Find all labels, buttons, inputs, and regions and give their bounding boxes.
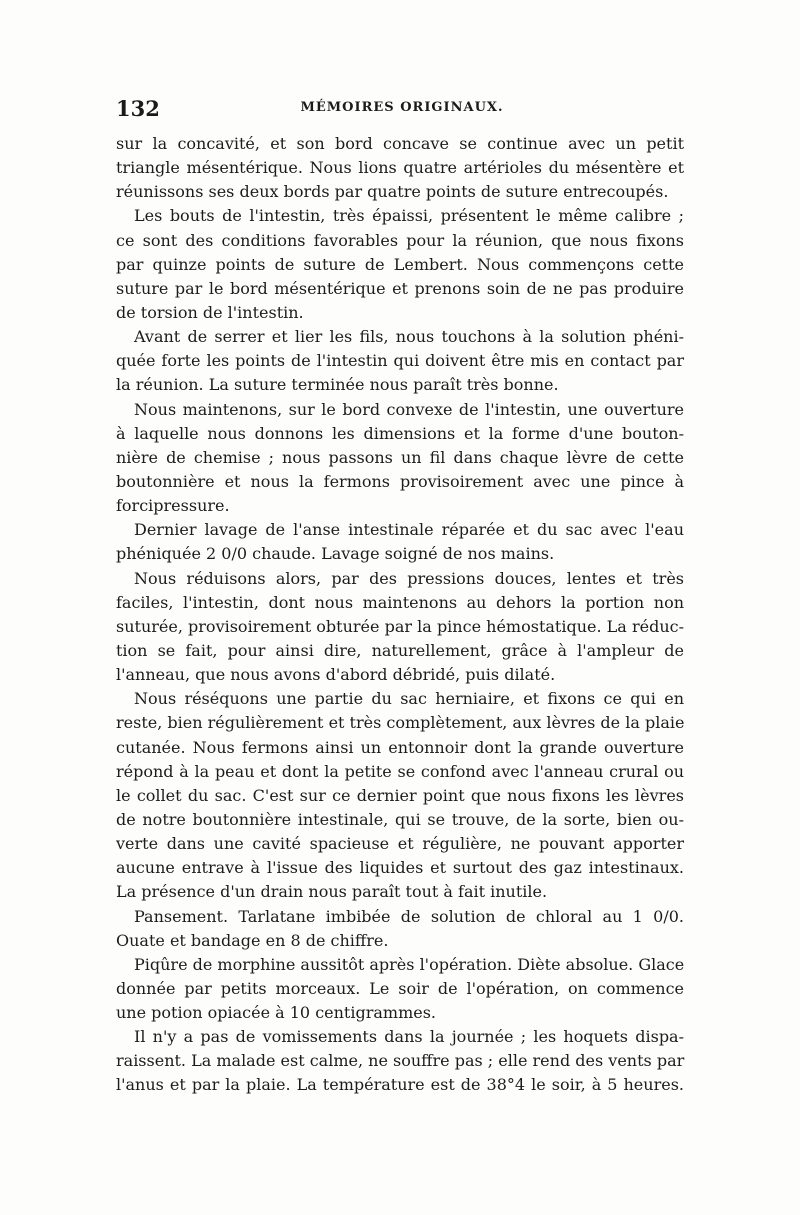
running-title: MÉMOIRES ORIGINAUX. [300, 100, 504, 115]
text-line: Nous réséquons une partie du sac herniaire, et fixons ce qui en [134, 689, 684, 709]
text-line: forcipressure. [116, 496, 230, 516]
text-line: répond à la peau et dont la petite se confond avec l'anneau crural ou [116, 761, 684, 781]
text-line: Nous maintenons, sur le bord convexe de l'intestin, une ouverture [134, 399, 684, 419]
text-line: Il n'y a pas de vomissements dans la journée ; les hoquets dispa- [134, 1027, 684, 1047]
text-line: boutonnière et nous la fermons provisoirement avec une pince à [116, 471, 684, 491]
text-line: la réunion. La suture terminée nous paraît très bonne. [116, 375, 559, 395]
text-line: triangle mésentérique. Nous lions quatre artérioles du mésentère et [116, 158, 684, 178]
text-line: La présence d'un drain nous paraît tout à fait inutile. [116, 882, 548, 902]
text-line: l'anneau, que nous avons d'abord débridé, puis dilaté. [116, 665, 556, 685]
text-line: l'anus et par la plaie. La température est de 38°4 le soir, à 5 heures. [116, 1075, 684, 1095]
text-line: quée forte les points de l'intestin qui doivent être mis en contact par [116, 351, 684, 371]
text-line: faciles, l'intestin, dont nous maintenons au dehors la portion non [116, 592, 684, 612]
text-line: aucune entrave à l'issue des liquides et surtout des gaz intestinaux. [116, 858, 684, 878]
text-line: Avant de serrer et lier les fils, nous touchons à la solution phéni- [134, 327, 684, 347]
text-line: raissent. La malade est calme, ne souffre pas ; elle rend des vents par [116, 1051, 685, 1071]
text-line: réunissons ses deux bords par quatre points de suture entrecoupés. [116, 182, 669, 202]
text-line: Pansement. Tarlatane imbibée de solution de chloral au 1 0/0. [134, 906, 684, 926]
text-line: tion se fait, pour ainsi dire, naturellement, grâce à l'ampleur de [116, 640, 684, 660]
text-line: verte dans une cavité spacieuse et régulière, ne pouvant apporter [116, 834, 684, 854]
text-line: une potion opiacée à 10 centigrammes. [116, 1003, 437, 1023]
page-number: 132 [116, 96, 160, 121]
text-line: Nous réduisons alors, par des pressions douces, lentes et très [134, 568, 684, 588]
text-line: sur la concavité, et son bord concave se continue avec un petit [116, 134, 684, 153]
text-line: par quinze points de suture de Lembert. Nous commençons cette [116, 254, 684, 274]
text-line: cutanée. Nous fermons ainsi un entonnoir dont la grande ouverture [116, 737, 684, 757]
text-line: Les bouts de l'intestin, très épaissi, présentent le même calibre ; [134, 206, 684, 226]
text-line: Dernier lavage de l'anse intestinale réparée et du sac avec l'eau [134, 520, 684, 540]
page-header [116, 96, 688, 122]
text-line: phéniquée 2 0/0 chaude. Lavage soigné de nos mains. [116, 544, 555, 564]
text-line: suture par le bord mésentérique et prenons soin de ne pas produire [116, 278, 684, 298]
text-line: le collet du sac. C'est sur ce dernier point que nous fixons les lèvres [116, 785, 684, 805]
text-line: donnée par petits morceaux. Le soir de l'opération, on commence [116, 978, 684, 998]
text-line: Ouate et bandage en 8 de chiffre. [116, 930, 389, 950]
text-line: ce sont des conditions favorables pour la réunion, que nous fixons [116, 230, 684, 250]
text-line: Piqûre de morphine aussitôt après l'opération. Diète absolue. Glace [134, 954, 685, 974]
body-text [116, 132, 684, 1098]
text-line: de torsion de l'intestin. [116, 302, 304, 322]
text-line: reste, bien régulièrement et très complètement, aux lèvres de la plaie [116, 713, 685, 733]
text-line: à laquelle nous donnons les dimensions et la forme d'une bouton- [116, 423, 684, 443]
text-line: suturée, provisoirement obturée par la pince hémostatique. La réduc- [116, 616, 684, 636]
text-line: de notre boutonnière intestinale, qui se trouve, de la sorte, bien ou- [116, 809, 684, 829]
text-line: nière de chemise ; nous passons un fil dans chaque lèvre de cette [116, 447, 684, 467]
